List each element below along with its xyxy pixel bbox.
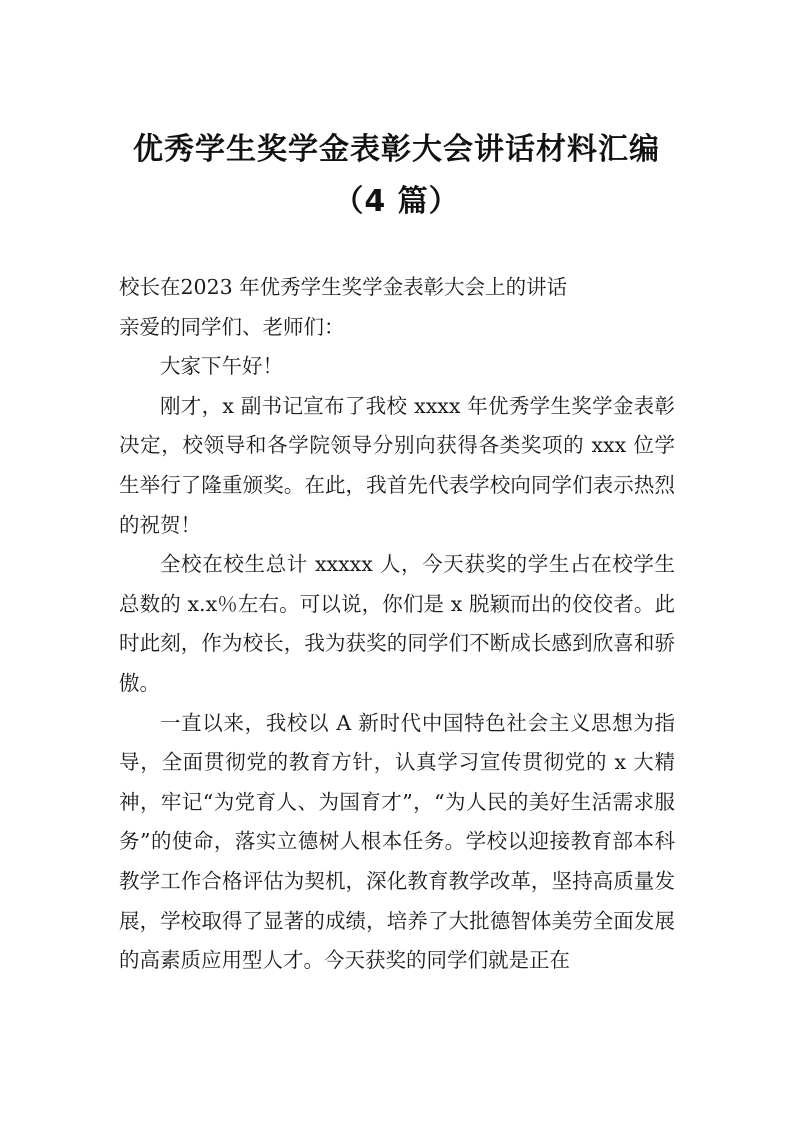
paragraph: 全校在校生总计 xxxxx 人，今天获奖的学生占在校学生总数的 x.x％左右。可以说，你们是 x 脱颖而出的佼佼者。此时此刻，作为校长，我为获奖的同学们不断成长感到欣喜和骄傲。 bbox=[119, 552, 675, 695]
paragraph: 一直以来，我校以 A 新时代中国特色社会主义思想为指导，全面贯彻党的教育方针，认真学习宣传贯彻党的 x 大精神，牢记“为党育人、为国育才”，“为人民的美好生活需求服务”的使命，落实立德树人根本任务。学校以迎接教育部本科教学工作合格评估为契机，深化教育教学改革，坚持高质量发展，学校取得了显著的成绩，培养了大批德智体美劳全面发展的高素质应用型人才。今天获奖的同学们就是正在 bbox=[119, 710, 675, 973]
paragraph: 大家下午好！ bbox=[160, 354, 283, 379]
speech-subtitle: 校长在2023 年优秀学生奖学金表彰大会上的讲话 bbox=[119, 275, 568, 299]
document-title-count: （4 篇） bbox=[333, 184, 460, 219]
paragraph: 刚才，x 副书记宣布了我校 xxxx 年优秀学生奖学金表彰决定，校领导和各学院领导分别向获得各类奖项的 xxx 位学生举行了隆重颁奖。在此，我首先代表学校向同学们表示热烈的祝贺！ bbox=[119, 393, 675, 537]
document-body bbox=[119, 268, 675, 981]
salutation: 亲爱的同学们、老师们： bbox=[119, 314, 345, 339]
document-title: 优秀学生奖学金表彰大会讲话材料汇编 bbox=[133, 132, 660, 167]
